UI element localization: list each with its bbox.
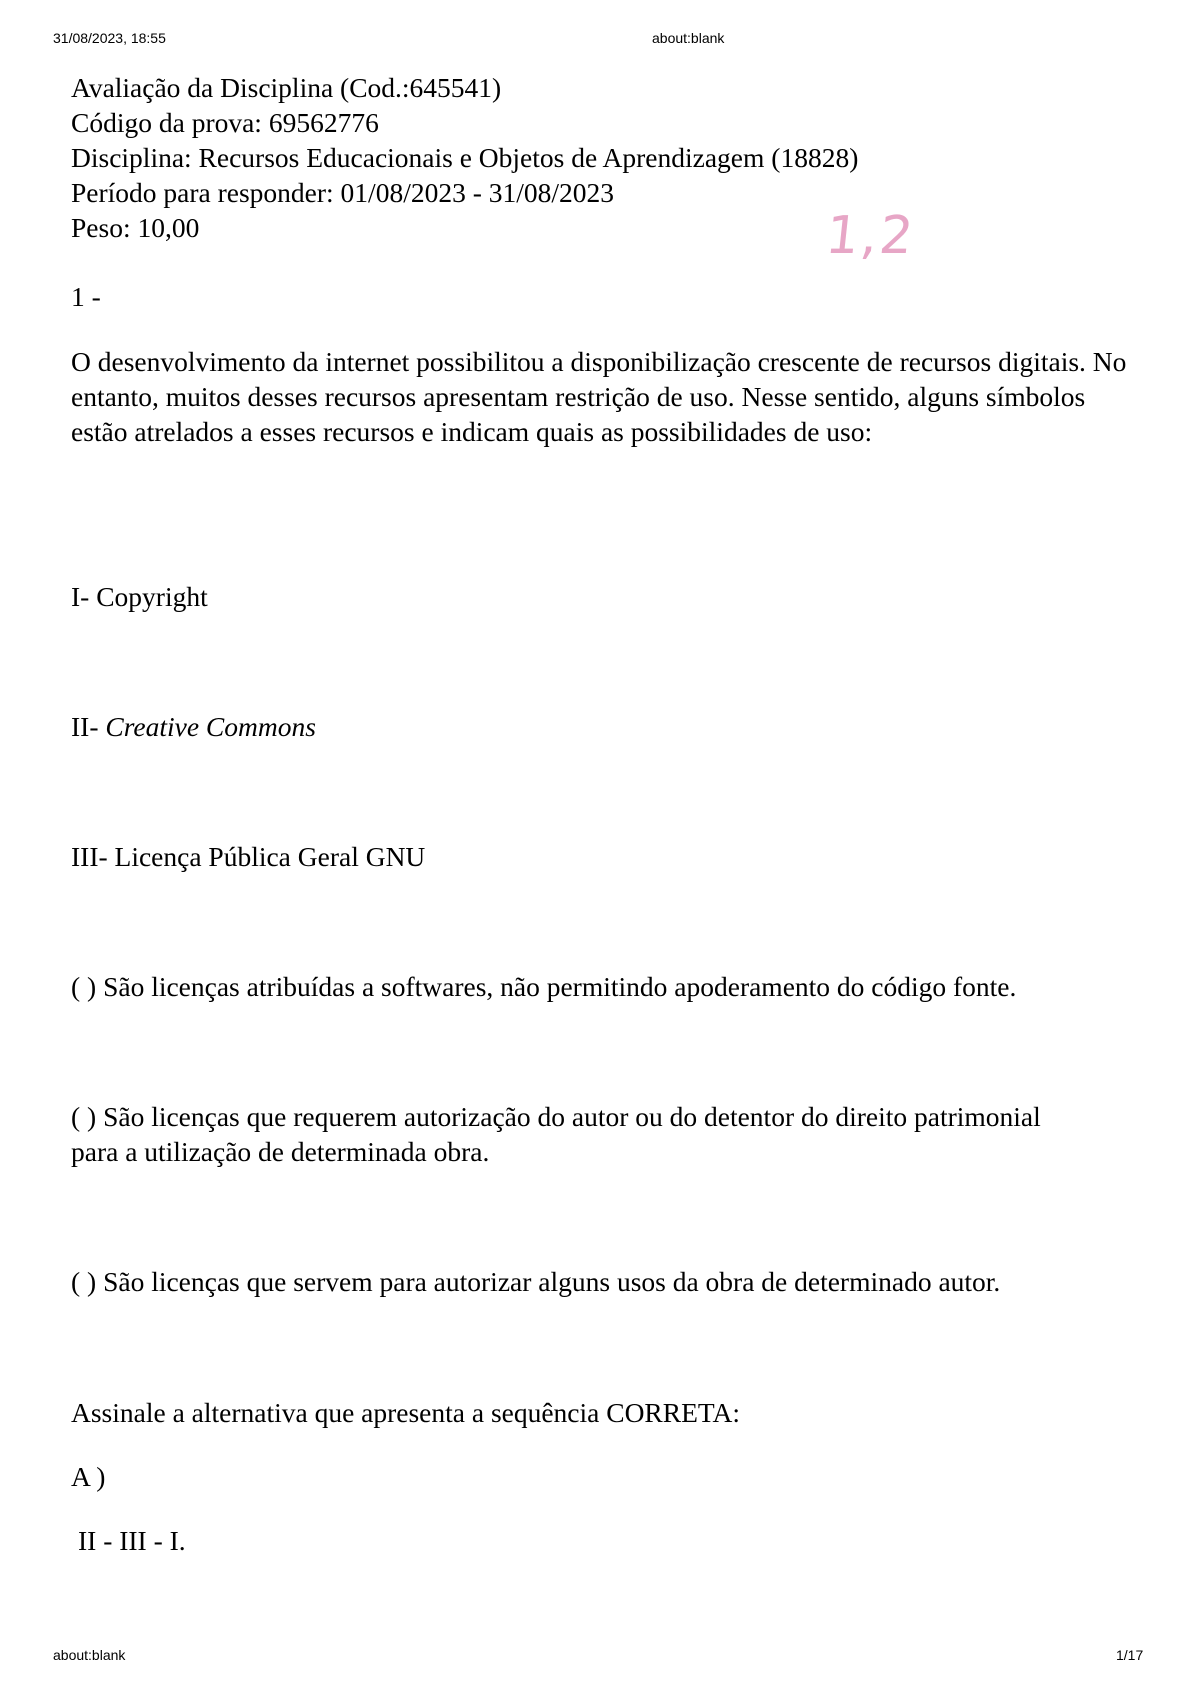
question-statement: O desenvolvimento da internet possibilitou a disponibilização crescente de recursos digitais. No entanto, muitos desses recursos apresentam restrição de uso. Nesse sentido, alguns símbolos estão atrelados a esses recursos e indicam quais as possibilidades de uso: [71, 346, 1127, 447]
print-datetime: 31/08/2023, 18:55 [53, 30, 166, 46]
exam-code: Código da prova: 69562776 [71, 107, 379, 138]
item-ii [71, 709, 316, 744]
item-prefix: I- [71, 581, 97, 612]
print-page-number: 1/17 [1116, 1647, 1144, 1663]
blank-statement-3: ( ) São licenças que servem para autorizar alguns usos da obra de determinado autor. [71, 1266, 1001, 1297]
instruction: Assinale a alternativa que apresenta a sequência CORRETA: [71, 1397, 741, 1428]
exam-weight: Peso: 10,00 [71, 212, 200, 243]
item-text: Copyright [96, 581, 208, 612]
item-text: Creative Commons [105, 711, 316, 742]
exam-discipline: Disciplina: Recursos Educacionais e Objetos de Aprendizagem (18828) [71, 142, 859, 173]
option-a-label[interactable]: A ) [71, 1461, 106, 1492]
item-i [71, 579, 208, 614]
exam-period: Período para responder: 01/08/2023 - 31/08/2023 [71, 177, 615, 208]
print-page-title: about:blank [652, 30, 725, 46]
item-iii [71, 839, 425, 874]
item-prefix: II- [71, 711, 106, 742]
option-a-text[interactable]: II - III - I. [78, 1525, 186, 1556]
item-text: Licença Pública Geral GNU [114, 841, 426, 872]
handwritten-grade: 1,2 [822, 206, 918, 266]
question-number: 1 - [71, 281, 101, 312]
exam-title: Avaliação da Disciplina (Cod.:645541) [71, 72, 502, 103]
print-footer-url: about:blank [53, 1647, 126, 1663]
blank-statement-2: ( ) São licenças que requerem autorização do autor ou do detentor do direito patrimonial para a utilização de determinada obra. [71, 1101, 1041, 1167]
item-prefix: III- [71, 841, 115, 872]
blank-statement-1: ( ) São licenças atribuídas a softwares, não permitindo apoderamento do código fonte. [71, 971, 1017, 1002]
